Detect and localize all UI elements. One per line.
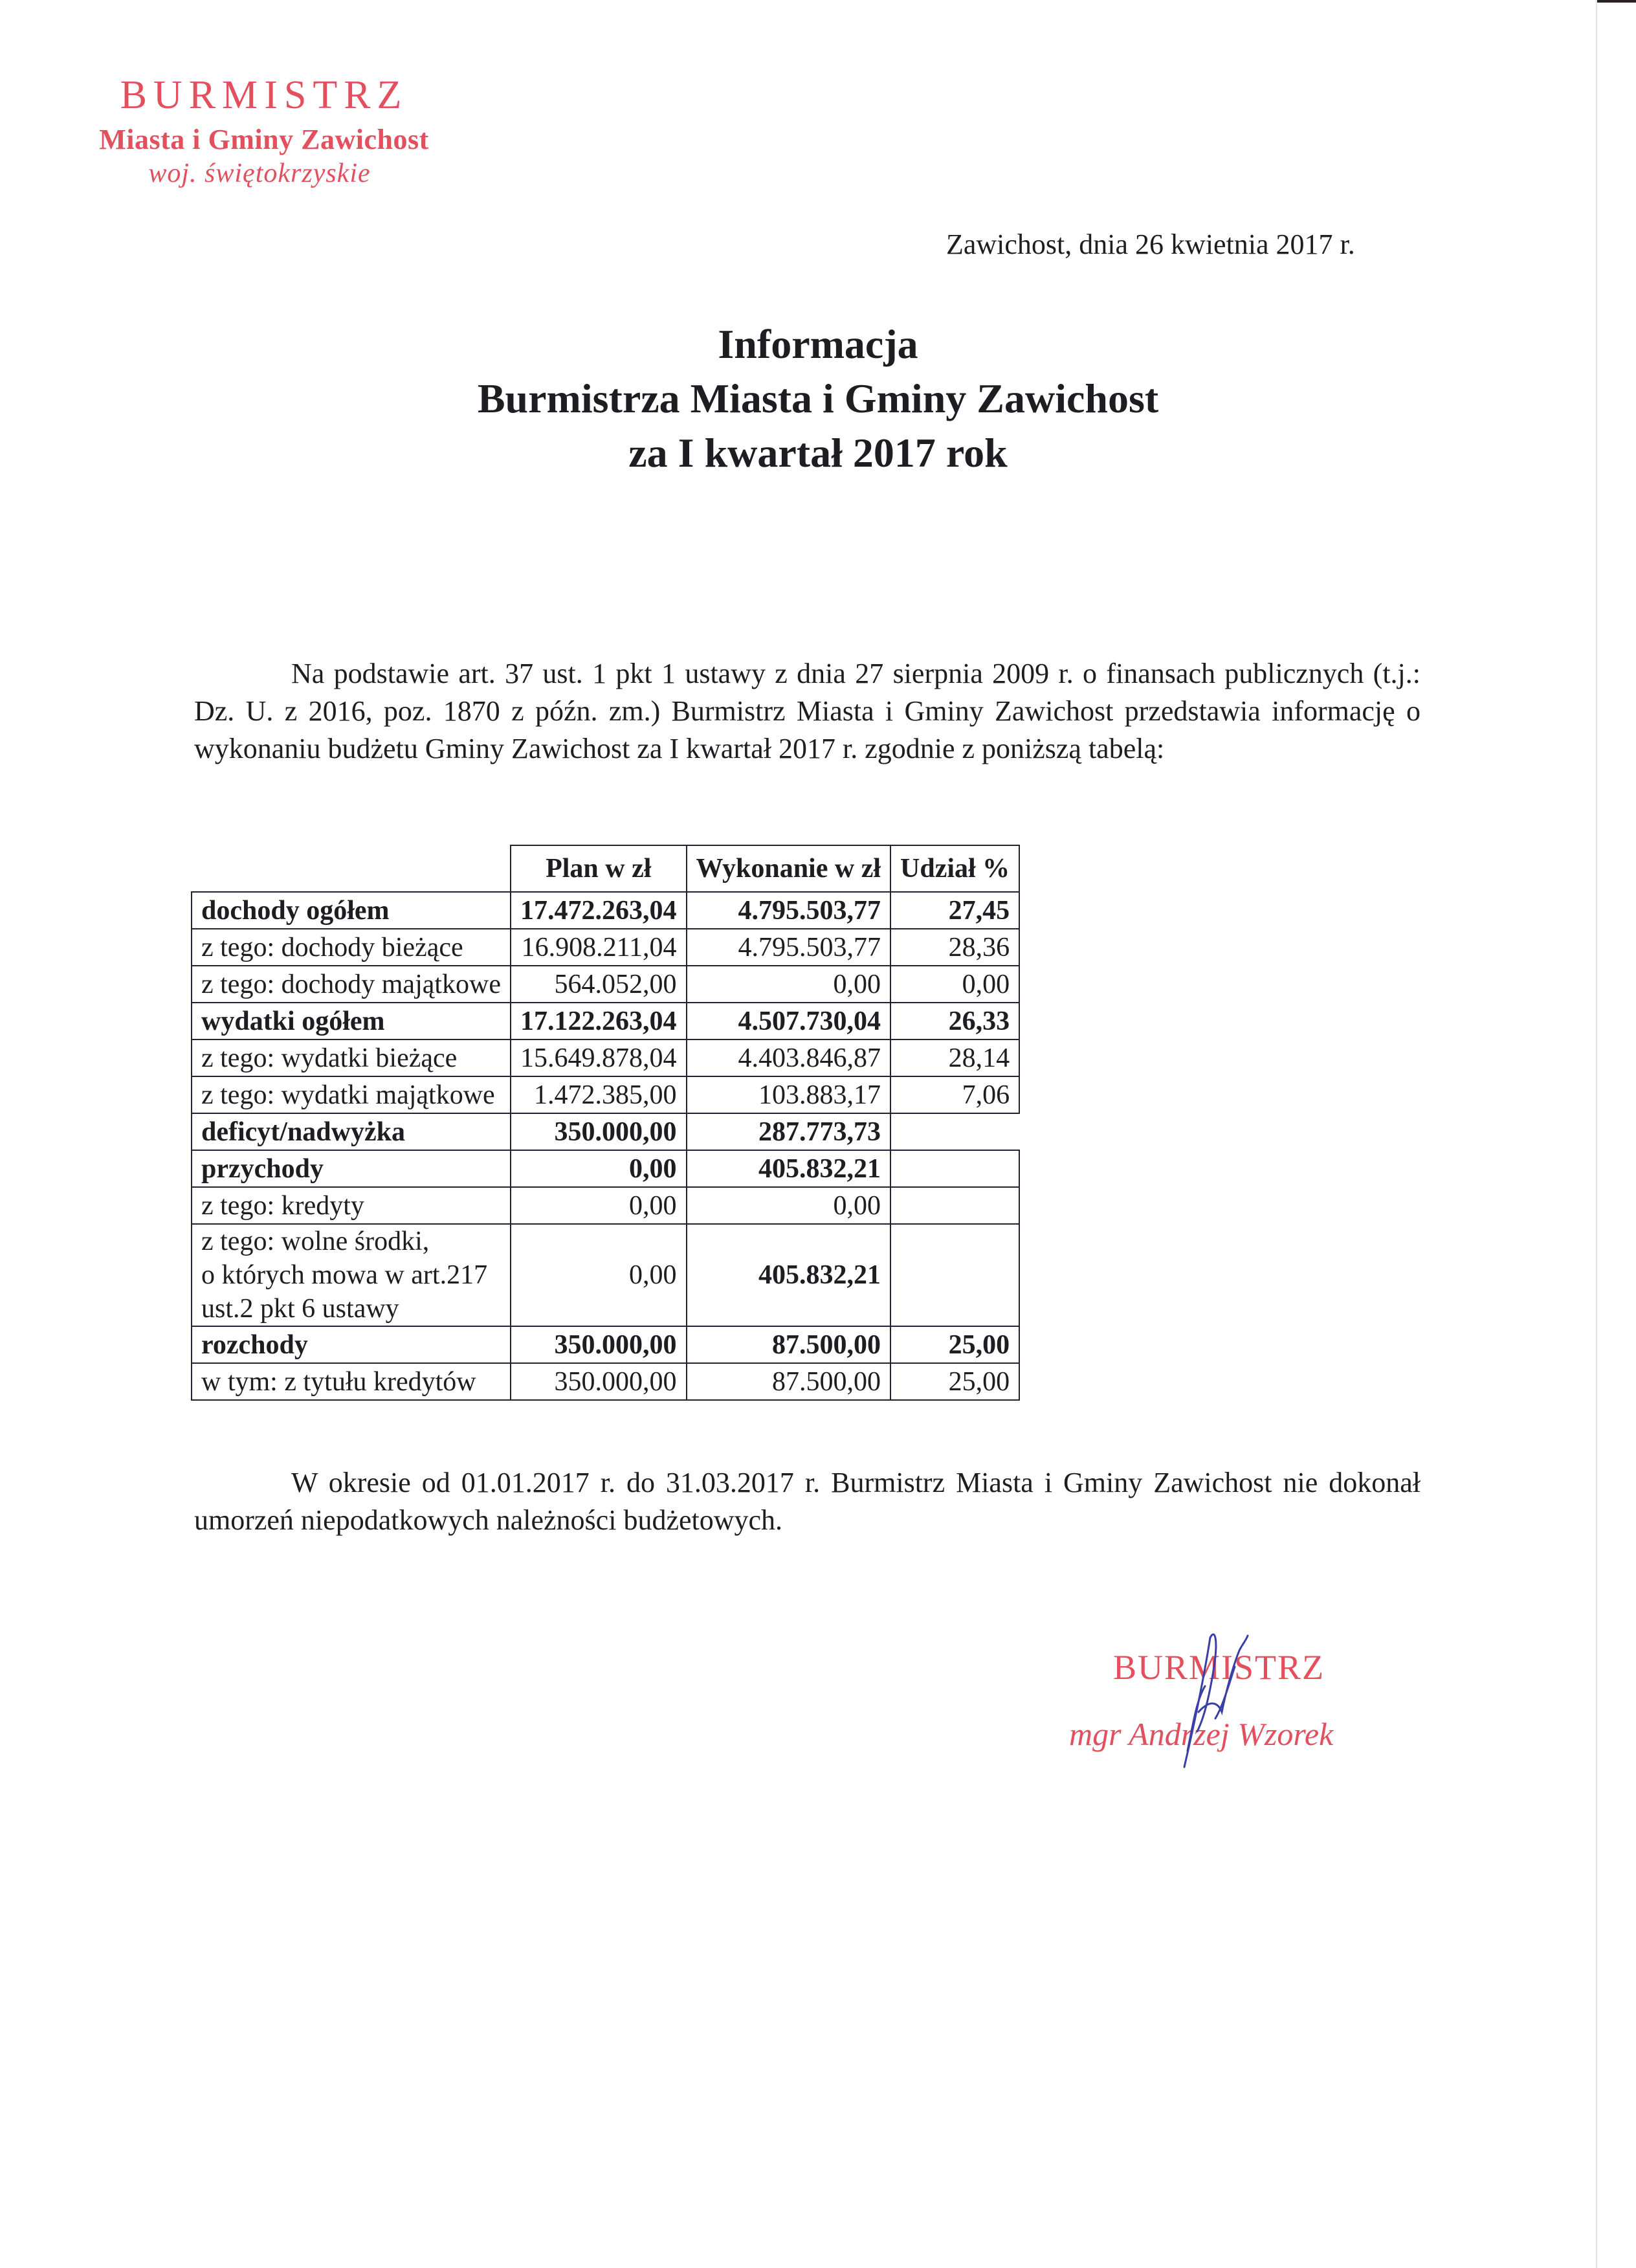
execution-cell: 103.883,17 <box>687 1076 890 1113</box>
table-row <box>192 1113 1019 1150</box>
execution-cell: 405.832,21 <box>687 1224 890 1326</box>
title-line-2: Burmistrza Miasta i Gminy Zawichost <box>477 375 1159 421</box>
table-row <box>192 1187 1019 1224</box>
date-line: Zawichost, dnia 26 kwietnia 2017 r. <box>946 228 1355 260</box>
intro-paragraph-text: Na podstawie art. 37 ust. 1 pkt 1 ustawy z dnia 27 sierpnia 2009 r. o finansach publicznych (t.j.: Dz. U. z 2016, poz. 1870 z późn. zm.) Burmistrz Miasta i Gminy Zawichost przedstawia informację o wykonaniu budżetu Gminy Zawichost za I kwartał 2017 r. zgodnie z poniższą tabelą: <box>194 658 1420 764</box>
share-percent-cell: 26,33 <box>890 1003 1019 1040</box>
table-row <box>192 1076 1019 1113</box>
execution-cell: 4.403.846,87 <box>687 1040 890 1076</box>
scan-edge-mark <box>1597 0 1636 3</box>
table-row <box>192 892 1019 929</box>
row-label-line: o których mowa w art.217 <box>201 1260 488 1290</box>
row-label: dochody ogółem <box>192 892 511 929</box>
row-label: z tego: dochody bieżące <box>192 929 511 966</box>
plan-cell: 564.052,00 <box>511 966 687 1003</box>
closing-paragraph-text: W okresie od 01.01.2017 r. do 31.03.2017 r. Burmistrz Miasta i Gminy Zawichost nie dokonał umorzeń niepodatkowych należności budżetowych. <box>194 1467 1420 1536</box>
table-header-row <box>192 845 1019 892</box>
share-percent-cell <box>890 1187 1019 1224</box>
table-row <box>192 1003 1019 1040</box>
plan-cell: 1.472.385,00 <box>511 1076 687 1113</box>
share-percent-cell: 28,36 <box>890 929 1019 966</box>
share-percent-cell: 25,00 <box>890 1363 1019 1400</box>
stamp-province: woj. świętokrzyskie <box>148 159 371 188</box>
share-percent-cell <box>890 1224 1019 1326</box>
share-percent-cell <box>890 1150 1019 1187</box>
plan-cell: 350.000,00 <box>511 1326 687 1363</box>
row-label <box>192 1224 511 1326</box>
execution-cell: 4.795.503,77 <box>687 892 890 929</box>
row-label: z tego: wydatki majątkowe <box>192 1076 511 1113</box>
handwritten-signature <box>1158 1621 1255 1777</box>
row-label-line: z tego: wolne środki, <box>201 1227 430 1256</box>
signature-name: mgr Andrzej Wzorek <box>1069 1716 1334 1752</box>
table-row <box>192 966 1019 1003</box>
plan-cell: 350.000,00 <box>511 1113 687 1150</box>
row-label: z tego: wydatki bieżące <box>192 1040 511 1076</box>
intro-paragraph <box>194 655 1420 768</box>
row-label: w tym: z tytułu kredytów <box>192 1363 511 1400</box>
stamp-title: BURMISTRZ <box>120 73 408 117</box>
column-header: Udział % <box>890 845 1019 892</box>
table-row <box>192 1326 1019 1363</box>
execution-cell: 4.795.503,77 <box>687 929 890 966</box>
share-percent-cell: 25,00 <box>890 1326 1019 1363</box>
share-percent-cell <box>890 1113 1019 1150</box>
stamp-municipality: Miasta i Gminy Zawichost <box>99 124 429 155</box>
header-empty-cell <box>192 845 511 892</box>
share-percent-cell: 0,00 <box>890 966 1019 1003</box>
closing-paragraph <box>194 1464 1420 1539</box>
row-label: deficyt/nadwyżka <box>192 1113 511 1150</box>
table-row <box>192 1363 1019 1400</box>
share-percent-cell: 7,06 <box>890 1076 1019 1113</box>
document-title <box>0 317 1636 480</box>
plan-cell: 16.908.211,04 <box>511 929 687 966</box>
signature-title: BURMISTRZ <box>1113 1648 1325 1687</box>
row-label-line: ust.2 pkt 6 ustawy <box>201 1294 399 1324</box>
execution-cell: 87.500,00 <box>687 1326 890 1363</box>
share-percent-cell: 28,14 <box>890 1040 1019 1076</box>
table-row <box>192 929 1019 966</box>
plan-cell: 0,00 <box>511 1187 687 1224</box>
execution-cell: 405.832,21 <box>687 1150 890 1187</box>
title-line-1: Informacja <box>718 321 918 367</box>
execution-cell: 87.500,00 <box>687 1363 890 1400</box>
plan-cell: 17.472.263,04 <box>511 892 687 929</box>
execution-cell: 4.507.730,04 <box>687 1003 890 1040</box>
share-percent-cell: 27,45 <box>890 892 1019 929</box>
table-row <box>192 1040 1019 1076</box>
plan-cell: 350.000,00 <box>511 1363 687 1400</box>
row-label: rozchody <box>192 1326 511 1363</box>
plan-cell: 15.649.878,04 <box>511 1040 687 1076</box>
table-row <box>192 1150 1019 1187</box>
execution-cell: 287.773,73 <box>687 1113 890 1150</box>
column-header: Wykonanie w zł <box>687 845 890 892</box>
execution-cell: 0,00 <box>687 966 890 1003</box>
plan-cell: 17.122.263,04 <box>511 1003 687 1040</box>
execution-cell: 0,00 <box>687 1187 890 1224</box>
budget-table <box>191 845 1020 1401</box>
row-label: przychody <box>192 1150 511 1187</box>
row-label: wydatki ogółem <box>192 1003 511 1040</box>
row-label: z tego: kredyty <box>192 1187 511 1224</box>
table-row <box>192 1224 1019 1326</box>
title-line-3: za I kwartał 2017 rok <box>628 430 1008 476</box>
plan-cell: 0,00 <box>511 1224 687 1326</box>
row-label: z tego: dochody majątkowe <box>192 966 511 1003</box>
column-header: Plan w zł <box>511 845 687 892</box>
plan-cell: 0,00 <box>511 1150 687 1187</box>
